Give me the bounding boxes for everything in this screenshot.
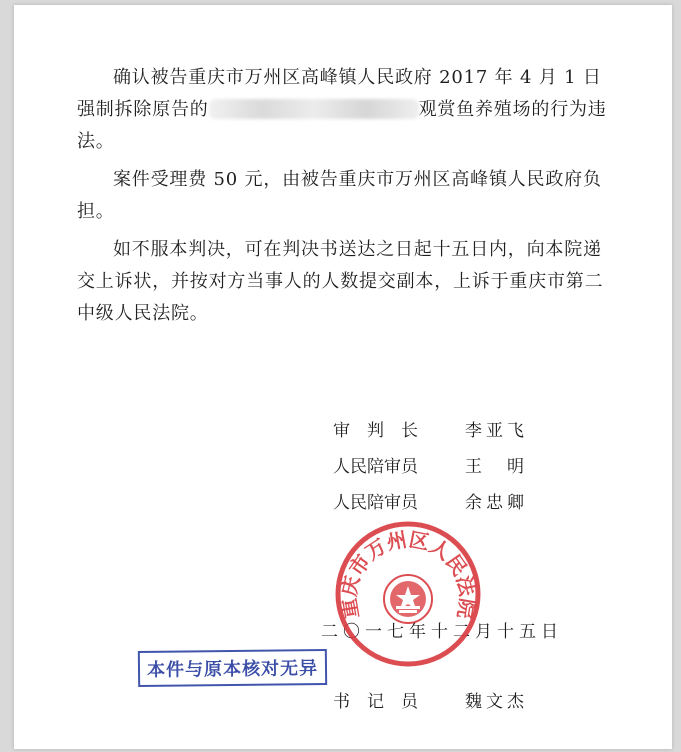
signature-name: 李亚飞: [465, 420, 528, 441]
signature-row-juror-1: [333, 446, 528, 482]
signature-role: 人民陪审员: [333, 492, 418, 513]
signature-block: [333, 410, 528, 518]
paragraph-appeal: 如不服本判决，可在判决书送达之日起十五日内，向本院递交上诉状，并按对方当事人的人数提交副本，上诉于重庆市第二中级人民法院。: [77, 239, 604, 324]
seal-text: 重庆市万州区人民法院: [336, 527, 480, 621]
signature-role: 书 记 员: [333, 691, 418, 712]
judgment-date: 二〇一七年十二月十五日: [321, 622, 563, 642]
document-body: [77, 62, 610, 336]
national-emblem-icon: [384, 575, 432, 623]
signature-role: 审 判 长: [333, 420, 418, 441]
verification-stamp: 本件与原本核对无异: [138, 649, 327, 687]
signature-row-juror-2: [333, 482, 528, 518]
ruling-text-end: 观赏鱼养殖场的行为违法。: [77, 99, 607, 152]
ruling-text-start: 确认被告重庆市万州区高峰镇人民政府 2017 年 4 月 1 日强制拆除原告的: [77, 67, 602, 120]
clerk-signature: [333, 681, 528, 717]
paragraph-fees: 案件受理费 50 元，由被告重庆市万州区高峰镇人民政府负担。: [77, 169, 602, 222]
redacted-plaintiff-name: [209, 99, 419, 119]
court-seal: [333, 519, 483, 669]
signature-name: 王 明: [465, 456, 528, 477]
signature-row-clerk: [333, 681, 528, 717]
signature-name: 余忠卿: [465, 492, 528, 513]
signature-row-presiding-judge: [333, 410, 528, 446]
signature-role: 人民陪审员: [333, 456, 418, 477]
paragraph-ruling: [77, 62, 610, 158]
signature-name: 魏文杰: [465, 691, 528, 712]
